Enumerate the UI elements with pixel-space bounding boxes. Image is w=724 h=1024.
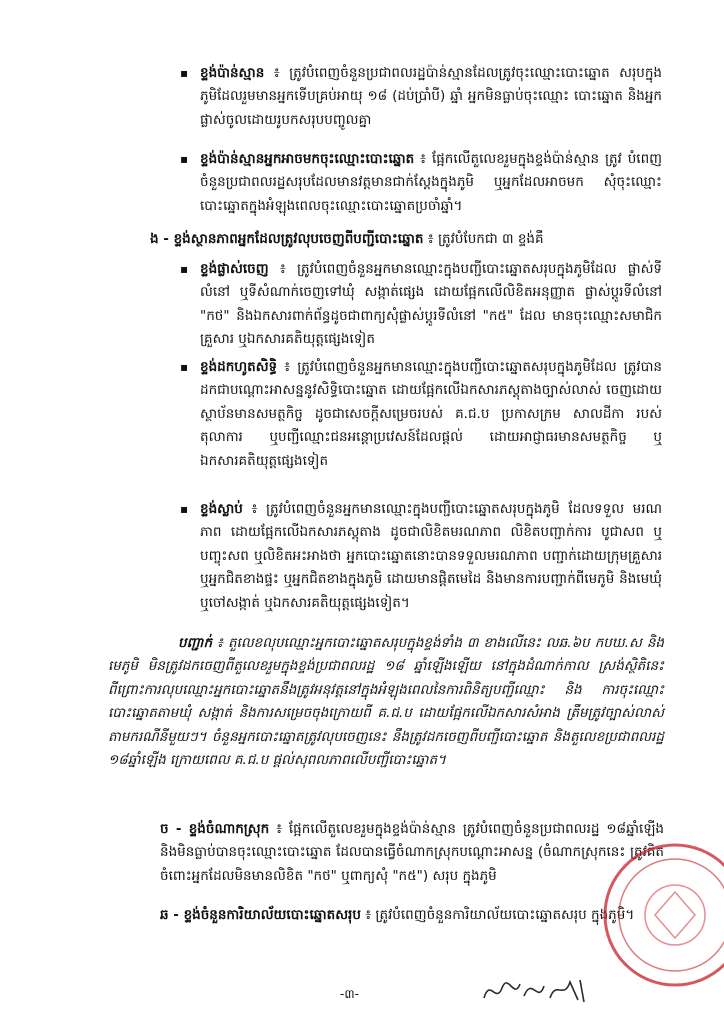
item-label: ខ្ទង់ប៉ាន់ស្មាន [200,65,265,81]
item-text: ៖ ត្រូវបំពេញចំនួនអ្នកមានឈ្មោះក្នុងបញ្ជីបោះឆ្នោតសរុបក្នុងភូមិ ដែលទទួល មរណភាព ដោយផ្អែកលើឯកសារភស្តុតាង ដូចជាលិខិតមរណភាព លិខិតបញ្ជាក់ការ បូជាសព ឬបញ្ចុះសព ឬលិខិតអះអាងថា អ្នកបោះឆ្នោតនោះបានទទួលមរណភាព បញ្ជាក់ដោយក្រុមគ្រួសារ ឬអ្នកជិតខាងផ្ទះ ឬអ្នកជិតខាងក្នុងភូមិ ដោយមានផ្តិតមេដៃ និងមានការបញ្ជាក់ពីមេភូមិ និងមេឃុំ ឬចៅសង្កាត់ ឬឯកសារគតិយុត្តផ្សេងទៀត។ [200,501,662,611]
item-label: ខ្ទង់ស្លាប់ [200,501,243,517]
item-rights-revoked [200,356,662,473]
note-label: បញ្ជាក់ [178,635,213,651]
note-text: ៖ តួលេខលុបឈ្មោះអ្នកបោះឆ្នោតសរុបក្នុងខ្ទង់ទាំង ៣ ខាងលើនេះ លឆ.៦ប កបឃ.ស និងមេភូមិ មិនត្រូវដកចេញពីតួលេខរួមក្នុងខ្ទង់ប្រជាពលរដ្ឋ ១៨ ឆ្នាំឡើងឡើយ នៅក្នុងដំណាក់កាល ស្រង់ស្ថិតិនេះ ពីព្រោះការលុបឈ្មោះអ្នកបោះឆ្នោតនឹងត្រូវអនុវត្តនៅក្នុងអំឡុងពេលនៃការពិនិត្យបញ្ជីឈ្មោះ និង ការចុះឈ្មោះបោះឆ្នោតតាមឃុំ សង្កាត់ និងការសម្រេចចុងក្រោយពី គ.ជ.ប ដោយផ្អែកលើឯកសារសំអាង ត្រឹមត្រូវច្បាស់លាស់តាមករណីនីមួយៗ។ ចំនួនអ្នកបោះឆ្នោតត្រូវលុបចេញនេះ នឹងត្រូវដកចេញពីបញ្ជីបោះឆ្នោត និងតួលេខប្រជាពលរដ្ឋ ១៨ឆ្នាំឡើង ក្រោយពេល គ.ជ.ប ផ្តល់សុពលភាពលើបញ្ជីបោះឆ្នោត។ [108,635,664,769]
item-text: ៖ ត្រូវបំពេញចំនួនអ្នកមានឈ្មោះក្នុងបញ្ជីបោះឆ្នោតសរុបក្នុងភូមិដែល ផ្លាស់ទីលំនៅ ឬទីសំណាក់ចេញទៅឃុំ សង្កាត់ផ្សេង ដោយផ្អែកលើលិខិតអនុញ្ញាត ផ្លាស់ប្តូរទីលំនៅ "កថ" និងឯកសារពាក់ព័ន្ធដូចជាពាក្យសុំផ្លាស់ប្តូរទីលំនៅ "ក៥" ដែល មានចុះឈ្មោះសមាជិកគ្រួសារ ឬឯកសារគតិយុត្តផ្សេងទៀត [200,261,662,348]
bullet-marker: ▪ [180,66,189,80]
page-number: -៣- [340,987,359,1001]
item-text: ៖ ត្រូវបំពេញចំនួនអ្នកមានឈ្មោះក្នុងបញ្ជីបោះឆ្នោតសរុបក្នុងភូមិដែល ត្រូវបានដកជាបណ្តោះអាសន្ននូវសិទ្ធិបោះឆ្នោត ដោយផ្អែកលើឯកសារភស្តុតាងច្បាស់លាស់ ចេញដោយស្ថាប័នមានសមត្ថកិច្ច ដូចជាសេចក្តីសម្រេចរបស់ គ.ជ.ប ប្រកាសក្រម សាលដីកា របស់តុលាការ ឬបញ្ជីឈ្មោះជនអន្តោប្រវេសន៍ដែលផ្តល់ ដោយអាជ្ញាធរមានសមត្ថកិច្ច ឬឯកសារគតិយុត្តផ្សេងទៀត [200,359,662,469]
item-label: ខ្ទង់ដកហូតសិទ្ធិ [200,359,278,375]
signature-icon [480,970,590,1010]
section-text: ៖ ផ្អែកលើតួលេខរួមក្នុងខ្ទង់ប៉ាន់ស្មាន ត្រូវបំពេញចំនួនប្រជាពលរដ្ឋ ១៨ឆ្នាំឡើង និងមិនធ្លាប់បានចុះឈ្មោះបោះឆ្នោត ដែលបានធ្វើចំណាកស្រុកបណ្តោះអាសន្ន (ចំណាកស្រុកនេះ ត្រូវគិតចំពោះអ្នកដែលមិនមានលិខិត "កថ" ឬពាក្យសុំ "ក៥") សរុប ក្នុងភូមិ [160,821,664,884]
item-deceased [200,498,662,615]
bullet-marker: ▪ [180,502,189,516]
item-label: ខ្ទង់ប៉ាន់ស្មានអ្នកអាចមកចុះឈ្មោះបោះឆ្នោត [200,151,415,167]
bullet-marker: ▪ [180,360,189,374]
item-text: ៖ ត្រូវបំពេញចំនួនប្រជាពលរដ្ឋប៉ាន់ស្មានដែលត្រូវចុះឈ្មោះបោះឆ្នោត សរុបក្នុងភូមិដែលរួមមានអ្នកទើបគ្រប់អាយុ ១៨ (ដប់ប្រាំបី) ឆ្នាំ អ្នកមិនធ្លាប់ចុះឈ្មោះ បោះឆ្នោត និងអ្នកផ្លាស់ចូលដោយរូបកសរុបបញ្ចូលគ្នា [200,65,662,128]
section-label: ខ្ទង់ចំនួនការិយាល័យបោះឆ្នោតសរុប [183,907,361,923]
section-polling-stations [160,904,664,927]
section-marker: ច - [160,821,189,837]
item-text: ៖ ផ្អែកលើតួលេខរួមក្នុងខ្ទង់ប៉ាន់ស្មាន ត្រូវ បំពេញចំនួនប្រជាពលរដ្ឋសរុបដែលមានវត្តមានជាក់ស្តែងក្នុងភូមិ ឬអ្នកដែលអាចមក សុំចុះឈ្មោះបោះឆ្នោតក្នុងអំឡុងពេលចុះឈ្មោះបោះឆ្នោតប្រចាំឆ្នាំ។ [200,151,662,214]
item-label: ខ្ទង់ផ្លាស់ចេញ [200,261,269,277]
section-text: ៖ ត្រូវបំពេញចំនួនការិយាល័យបោះឆ្នោតសរុប ក្នុងភូមិ។ [360,907,635,923]
official-seal-icon [600,840,724,990]
section-marker: ង - [150,231,174,247]
bullet-marker: ▪ [180,262,189,276]
section-label: ខ្ទង់ចំណាកស្រុក [188,821,270,837]
note-paragraph [108,632,664,772]
section-marker: ឆ - [160,907,184,923]
section-label: ខ្ទង់ស្ថានភាពអ្នកដែលត្រូវលុបចេញពីបញ្ជីបោះឆ្នោត [173,231,424,247]
section-text: ៖ ត្រូវបំបែកជា ៣ ខ្ទង់គឺ [423,231,544,247]
section-migration [160,818,664,888]
item-estimated [200,62,662,132]
section-removal-status [150,228,662,251]
item-moved-out [200,258,662,352]
item-estimated-can-register [200,148,662,218]
bullet-marker: ▪ [180,152,189,166]
